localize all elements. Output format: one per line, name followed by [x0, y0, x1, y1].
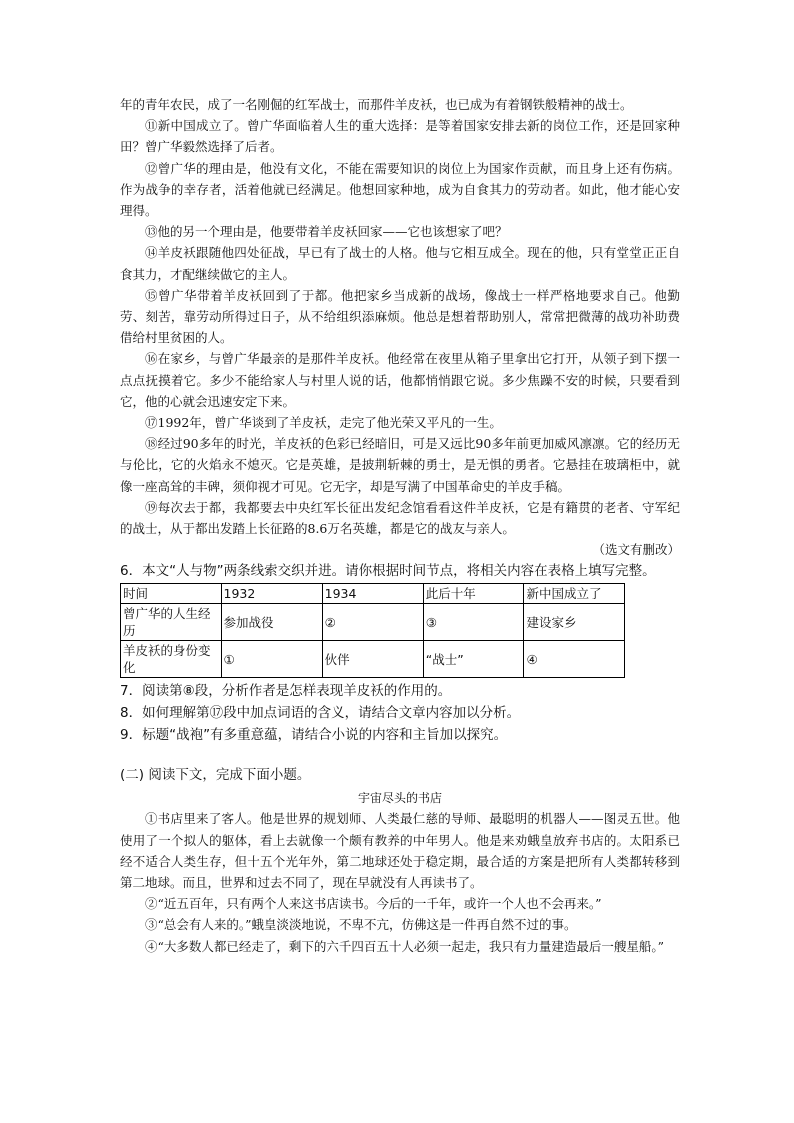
- question-9: 9．标题“战袍”有多重意蕴，请结合小说的内容和主旨加以探究。: [120, 727, 508, 744]
- table-cell: 1932: [221, 584, 322, 604]
- story-part-one: [120, 94, 680, 560]
- table-cell: ①: [221, 641, 322, 678]
- paragraph: ⑬他的另一个理由是，他要带着羊皮袄回家——它也该想家了吧？: [145, 224, 508, 240]
- paragraph: ⑪新中国成立了。曾广华面临着人生的重大选择：是等着国家安排去新的岗位工作，还是回家种田？曾广华毅然选择了后者。: [120, 118, 680, 155]
- question-6: 6．本文“人与物”两条线索交织并进。请你根据时间节点，将相关内容在表格上填写完整。: [120, 563, 656, 580]
- table-cell: 曾广华的人生经历: [121, 604, 222, 641]
- table-cell: 参加战役: [221, 604, 322, 641]
- table-cell: 伙伴: [322, 641, 423, 678]
- table-row: [121, 641, 625, 678]
- paragraph: ④“大多数人都已经走了，剩下的六千四百五十人必须一起走，我只有力量建造最后一艘星船。”: [145, 938, 665, 954]
- table-cell: 此后十年: [423, 584, 524, 604]
- paragraph: ⑲每次去于都，我都要去中央红军长征出发纪念馆看看这件羊皮袄，它是有籍贯的老者、守军纪的战士，从于都出发踏上长征路的8.6万名英雄，都是它的战友与亲人。: [120, 499, 680, 537]
- table-cell: ④: [524, 641, 625, 678]
- table-cell: 新中国成立了: [524, 584, 625, 604]
- paragraph: ⑰1992年，曾广华谈到了羊皮袄，走完了他光荣又平凡的一生。: [145, 415, 502, 431]
- paragraph: ⑱经过90多年的时光，羊皮袄的色彩已经暗旧，可是又远比90多年前更加威风凛凛。它的经历无与伦比，它的火焰永不熄灭。它是英雄，是披荆斩棘的勇士，是无惧的勇者。它悬挂在玻璃柜中，就像一座高耸的丰碑，须仰视才可见。它无字，却是写满了中国革命史的羊皮手稿。: [120, 436, 680, 494]
- story-part-two: [120, 808, 680, 956]
- table-header-row: [121, 584, 625, 604]
- source-note: （选文有删改）: [592, 542, 680, 558]
- table-cell: 建设家乡: [524, 604, 625, 641]
- timeline-table: [120, 583, 625, 678]
- table-cell: 羊皮袄的身份变化: [121, 641, 222, 678]
- paragraph: ⑭羊皮袄跟随他四处征战，早已有了战士的人格。他与它相互成全。现在的他，只有堂堂正正自食其力，才配继续做它的主人。: [120, 245, 680, 282]
- question-7: 7．阅读第⑧段，分析作者是怎样表现羊皮袄的作用的。: [120, 683, 452, 700]
- document-content: [120, 94, 680, 957]
- story-title: 宇宙尽头的书店: [357, 791, 442, 806]
- table-cell: 1934: [322, 584, 423, 604]
- table-cell: 时间: [121, 584, 222, 604]
- table-cell: ②: [322, 604, 423, 641]
- spacer: [120, 746, 680, 764]
- section-heading: (二) 阅读下文，完成下面小题。: [120, 767, 311, 784]
- table-cell: “战士”: [423, 641, 524, 678]
- table-cell: ③: [423, 604, 524, 641]
- paragraph: ⑯在家乡，与曾广华最亲的是那件羊皮袄。他经常在夜里从箱子里拿出它打开，从领子到下摆一点点抚摸着它。多少不能给家人与村里人说的话，他都悄悄跟它说。多少焦躁不安的时候，只要看到它，他的心就会迅速安定下来。: [120, 351, 680, 409]
- paragraph: ⑮曾广华带着羊皮袄回到了于都。他把家乡当成新的战场，像战士一样严格地要求自己。他勤劳、刻苦，靠劳动所得过日子，从不给组织添麻烦。他总是想着帮助别人，常常把微薄的战功补助费借给村里贫困的人。: [120, 287, 680, 346]
- paragraph: ②“近五百年，只有两个人来这书店读书。今后的一千年，或许一个人也不会再来。”: [145, 896, 602, 912]
- paragraph: 年的青年农民，成了一名刚倔的红军战士，而那件羊皮袄，也已成为有着钢铁般精神的战士。: [120, 97, 633, 112]
- paragraph: ③“总会有人来的。”蛾皇淡淡地说，不卑不亢，仿佛这是一件再自然不过的事。: [145, 917, 577, 933]
- table-row: [121, 604, 625, 641]
- paragraph: ①书店里来了客人。他是世界的规划师、人类最仁慈的导师、最聪明的机器人——图灵五世。他使用了一个拟人的躯体，看上去就像一个颇有教养的中年男人。他是来劝蛾皇放弃书店的。太阳系已经不适合人类生存，但十五个光年外，第二地球还处于稳定期，最合适的方案是把所有人类都转移到第二地球。而且，世界和过去不同了，现在早就没有人再读书了。: [120, 811, 680, 891]
- paragraph: ⑫曾广华的理由是，他没有文化，不能在需要知识的岗位上为国家作贡献，而且身上还有伤病。作为战争的幸存者，活着他就已经满足。他想回家种地，成为自食其力的劳动者。如此，他才能心安理得。: [120, 160, 680, 219]
- question-8: 8．如何理解第⑰段中加点词语的含义，请结合文章内容加以分析。: [120, 705, 521, 722]
